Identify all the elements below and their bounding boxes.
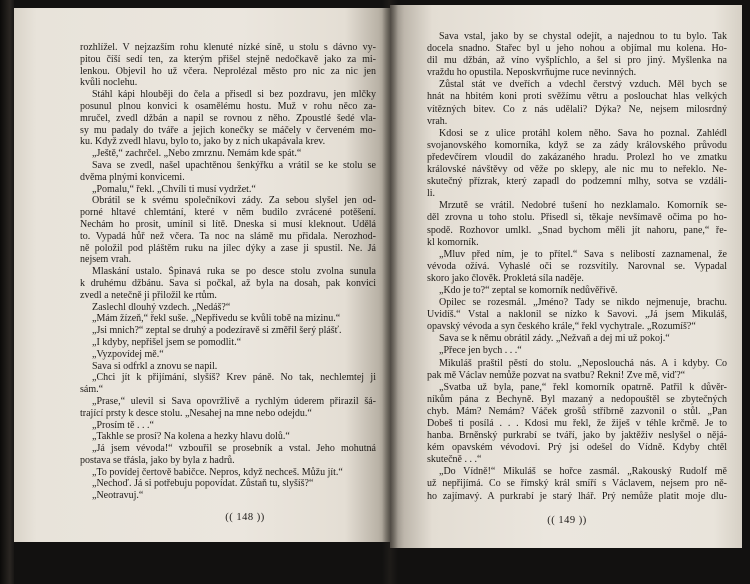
paragraph xyxy=(80,443,376,467)
text-line: Mikuláš praštil pěstí do stolu. „Neposlouchá nás. A i kdyby. Co xyxy=(439,357,727,369)
paragraph xyxy=(80,160,376,184)
text-line: královské návštěvy od věže po sklepy, ale nic mu to neřeklo. Ne- xyxy=(427,164,727,176)
paragraph xyxy=(427,200,727,248)
text-line: spodě. Rozhovor umlkl. „Snad bychom měli jít nahoru, pane,“ ře- xyxy=(427,224,727,236)
paragraph xyxy=(80,372,376,396)
text-line: vraždu ho opustila. Neposkvrňujme ruce nevinných. xyxy=(427,67,637,79)
text-line: Sava se k němu obrátil zády. „Nežvaň a dej mi už pokoj.“ xyxy=(439,333,670,345)
paragraph xyxy=(80,148,376,160)
text-line: chyb. Mám? Nemám? Váček grošů stříbrně zazvonil o stůl. „Pan xyxy=(427,405,727,417)
right-page-number: (( 149 )) xyxy=(547,515,587,526)
paragraph xyxy=(80,195,376,266)
paragraph xyxy=(80,184,376,196)
text-line: ku. Když zvedl hlavu, bylo to, jako by z nich ukapávala krev. xyxy=(80,136,326,148)
text-line: níkům pána z Bechyně. Byl mazaný a nedopouštěl se zbytečných xyxy=(427,393,727,405)
text-line: Kdosi se z ulice protáhl kolem něho. Sava ho poznal. Zahlédl xyxy=(439,127,727,139)
text-line: „Neotravuj.“ xyxy=(92,490,144,502)
paragraph xyxy=(80,349,376,361)
text-line: skutečný přízrak, který zapadl do podzemní mlhy, sotva se vzdáli- xyxy=(427,176,727,188)
text-line: vítězných bitev. Co z nás udělali? Dýka? Ne, nejsem milosrdný xyxy=(427,103,727,115)
text-line: „Takhle se prosí? Na kolena a hezky hlavu dolů.“ xyxy=(92,431,290,443)
paragraph xyxy=(427,466,727,502)
text-line: předevčírem vloudil do zakázaného hradu. Prolezl ho ve zmatku xyxy=(427,151,727,163)
text-line: kl komorník. xyxy=(427,236,479,248)
text-line: „Mluv před ním, je to přítel.“ Sava s nelibostí zaznamenal, že xyxy=(439,248,727,260)
paragraph xyxy=(427,345,727,357)
text-line: Zaslechl dlouhý vzdech. „Nedáš?“ xyxy=(92,301,231,313)
text-line: zvedl a netečně ji přiložil ke rtům. xyxy=(80,289,217,301)
text-line: Dobeš ti posílá . . . Kdosi mu řekl, že žiješ v téhle krčmě. Je to xyxy=(427,418,727,429)
text-line: Mrzutě se vrátil. Nedobré tušení ho nezklamalo. Komorník se- xyxy=(439,200,727,212)
paragraph xyxy=(427,382,727,467)
text-line: sám.“ xyxy=(80,384,104,396)
text-line: „Kdo je to?“ zeptal se komorník nedůvěřivě. xyxy=(439,284,618,296)
text-line: skutečně . . .“ xyxy=(427,454,482,466)
text-line: „Jsi mnich?“ zeptal se druhý a podezíravě si změřil šerý plášť. xyxy=(92,325,342,337)
paragraph xyxy=(427,31,727,79)
text-line: trající prsty k desce stolu. „Nesahej na mne nebo odejdu.“ xyxy=(80,407,312,419)
text-line: děl zrovna u toho stolu. Přisedl si, těkaje nevšímavě očima po ho- xyxy=(427,212,727,224)
paragraph xyxy=(427,358,727,382)
paragraph xyxy=(80,396,376,420)
paragraph xyxy=(427,249,727,285)
adjacent-book-edge xyxy=(0,0,14,584)
paragraph xyxy=(80,467,376,479)
text-line: kvůli noclehu. xyxy=(80,77,138,89)
left-page-text xyxy=(80,42,376,502)
paragraph xyxy=(80,42,376,89)
text-line: „Do Vídně!“ Mikuláš se hořce zasmál. „Rakouský Rudolf mě xyxy=(439,466,727,478)
paragraph xyxy=(80,325,376,337)
paragraph xyxy=(427,297,727,333)
text-line: sy mu padaly do tváře a jejich konečky se máčely v červeném mo- xyxy=(80,124,376,136)
paragraph xyxy=(80,490,376,502)
paragraph xyxy=(80,337,376,349)
text-line: „Svatba už byla, pane,“ řekl komorník opatrně. Patřil k důvěr- xyxy=(439,381,727,393)
paragraph xyxy=(80,266,376,301)
paragraph xyxy=(427,333,727,345)
text-line: vrah. xyxy=(427,115,448,127)
left-page-number: (( 148 )) xyxy=(225,512,265,523)
paragraph xyxy=(80,361,376,373)
text-line: „Pomalu,“ řekl. „Chvíli ti musí vydržet.“ xyxy=(92,183,256,195)
text-line: porné hltavé chlemtání, které v něm budilo zvrácené potěšení. xyxy=(80,207,376,219)
right-page-text xyxy=(427,31,727,503)
text-line: Stáhl kápi hlouběji do čela a přisedl si bez pozdravu, jen mlčky xyxy=(92,89,376,101)
text-line: skoro jako člověk. Prokletá síla naděje. xyxy=(427,272,584,284)
text-line: „Chci jít k přijímání, slyšíš? Krev páně. No tak, nechlemtej ji xyxy=(92,372,376,384)
text-line: kém opavském vévodovi. Prý jsi odešel do Vídně. Kdyby chtěl xyxy=(427,442,727,454)
text-line: pak mě Václav nemůže pozvat na svatbu? Řekni! Zve mě, viď?“ xyxy=(427,369,686,381)
text-line: „Prase,“ ulevil si Sava opovržlivě a rychlým úderem přirazil šá- xyxy=(92,395,376,407)
text-line: Sava se zvedl, našel upachtěnou šenkýřku a vrátil se ke stolu se xyxy=(92,159,376,171)
text-line: posunul plnou konvici k osamělému hostu. Muž v rohu něco za- xyxy=(80,100,376,112)
text-line: dvěma plnými konvicemi. xyxy=(80,171,185,183)
text-line: Mlaskání ustalo. Špinavá ruka se po desce stolu zvolna sunula xyxy=(92,266,376,278)
text-line: „Já jsem vévoda!“ vzbouřil se prosebník a vstal. Jeho mohutná xyxy=(92,443,376,455)
text-line: Uvidíš.“ Vstal a naklonil se nízko k Savovi. „Já jsem Mikuláš, xyxy=(427,309,727,321)
text-line: „Mám žízeň,“ řekl suše. „Nepřivedu se kvůli tobě na mizinu.“ xyxy=(92,313,341,325)
text-line: Nechám ho prosit, umínil si lítě. Dneska si musí kleknout. Udělá xyxy=(80,218,376,230)
text-line: hanba. Brněnský purkrabí se tváří, jako by jaktěživ neslyšel o nějá- xyxy=(427,430,727,442)
text-line: hnát na hbitém koni proti svěžímu větru a poslouchat hlas velkých xyxy=(427,91,727,103)
book-spine-shadow xyxy=(382,0,398,584)
text-line: postava se třásla, jako by byla z hadrů. xyxy=(80,454,235,466)
text-line: „Vyzpovídej mě.“ xyxy=(92,348,164,360)
text-line: „To povídej čertově babičce. Nepros, když nechceš. Můžu jít.“ xyxy=(92,466,343,478)
text-line: „Ještě,“ zachrčel. „Nebo zmrznu. Nemám kde spát.“ xyxy=(92,148,302,160)
paragraph xyxy=(427,79,727,127)
text-line: „Nechoď. Já si potřebuju popovídat. Zůstaň tu, slyšíš?“ xyxy=(92,478,314,490)
text-line: k druhému džbánu. Sava si počkal, až byla na dosah, pak konvici xyxy=(80,277,376,289)
text-line: ně položil pod pláštěm ruku na jílec dýky a zase ji spustil. Ne. Já xyxy=(80,242,376,254)
paragraph xyxy=(427,285,727,297)
text-line: Sava si odfrkl a znovu se napil. xyxy=(92,360,218,372)
paragraph xyxy=(80,302,376,314)
paragraph xyxy=(427,128,727,201)
text-line: ho zajímavý. A purkrabí je starý lhář. Prý nemůže platit moje dlu- xyxy=(427,490,727,502)
paragraph xyxy=(80,431,376,443)
text-line: lenkou. Objevil ho už včera. Neprolézal město pro nic za nic jen xyxy=(80,65,376,77)
paragraph xyxy=(80,420,376,432)
text-line: „Prosím tě . . .“ xyxy=(92,419,154,431)
text-line: mručel, zvedl džbán a napil se rovnou z něho. Zpoustlé šedé vla- xyxy=(80,112,376,124)
text-line: pitou číší sedí ten, za kterým přišel stejně nedočkavě jako za mi- xyxy=(80,53,376,65)
text-line: opavský vévoda a syn českého krále,“ řekl vychytrale. „Rozumíš?“ xyxy=(427,321,696,333)
text-line: „Přece jen bych . . .“ xyxy=(439,345,522,357)
text-line: nejsem vrah. xyxy=(80,254,132,266)
text-line: svojanovského komorníka, když se za zády královského průvodu xyxy=(427,139,727,151)
text-line: rozhlížel. V nejzazším rohu klenuté nízké síně, u stolu s dávno vy- xyxy=(80,42,376,53)
text-line: Opilec se rozesmál. „Jméno? Tady se nikdo nejmenuje, brachu. xyxy=(439,297,727,309)
paragraph xyxy=(80,478,376,490)
text-line: „I kdyby, nepřišel jsem se pomodlit.“ xyxy=(92,336,242,348)
text-line: li. xyxy=(427,188,436,200)
text-line: už nepřijímá. Co se římský král smíří s Václavem, nejsem pro ně- xyxy=(427,478,727,490)
text-line: docela snadno. Stařec byl u jeho nohou a objímal mu kolena. Ho- xyxy=(427,43,727,55)
text-line: to. Vypadá hůř než včera. Ta noc na slámě mu přidala. Nerozhod- xyxy=(80,230,376,242)
paragraph xyxy=(80,89,376,148)
text-line: Obrátil se k svému společníkovi zády. Za sebou slyšel jen od- xyxy=(92,195,376,207)
text-line: Zůstal stát ve dveřích a vdechl čerstvý vzduch. Měl bych se xyxy=(439,79,727,91)
text-line: dil mu džbán, až víno vyšplíchlo, a šel si pro jiný. Myšlenka na xyxy=(427,55,727,67)
text-line: vévoda ožívá. Vyhaslé oči se rozsvítily. Narovnal se. Vypadal xyxy=(427,260,727,272)
text-line: Sava vstal, jako by se chystal odejít, a najednou to tu bylo. Tak xyxy=(439,31,727,42)
paragraph xyxy=(80,313,376,325)
